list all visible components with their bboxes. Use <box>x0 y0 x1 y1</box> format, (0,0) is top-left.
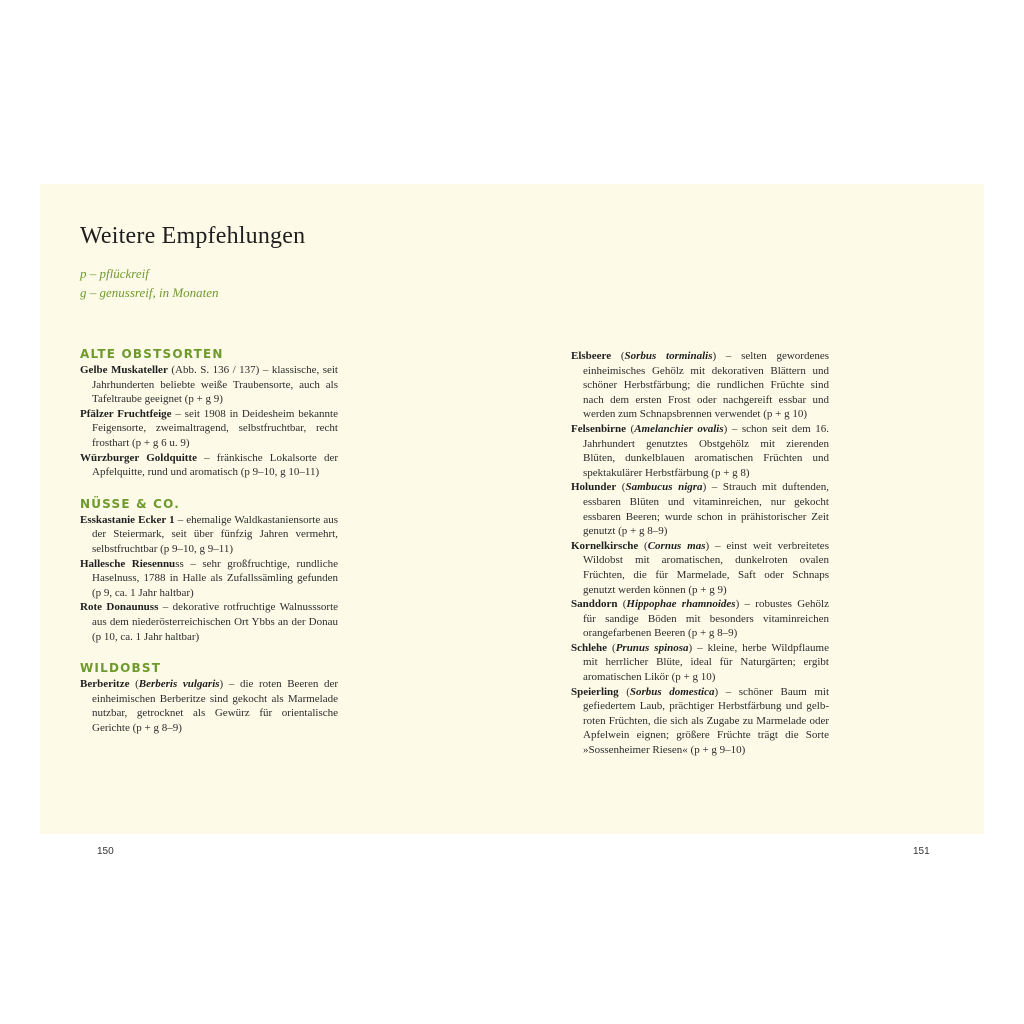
entry-name: Holunder <box>571 481 617 494</box>
section-heading: NÜSSE & CO. <box>80 496 181 511</box>
entry-latin-name: Sorbus domestica <box>629 685 715 698</box>
entry-latin-name: Sorbus torminalis <box>624 350 713 362</box>
entry: Berberitze (Berberis vulgaris) – die roten Beeren der einheimischen Berberitze sind gekocht als Marmelade nutzbar, getrocknet als Gewürz für orientalische Gerichte (p + g 8–9) <box>80 678 338 734</box>
entry-latin-name: Hippophae rhamnoides <box>626 598 736 611</box>
entry-name: Würzburger Goldquitte <box>80 451 197 464</box>
entry-name: Berberitze <box>80 678 130 691</box>
entry-text: – fränkische Lokalsorte der Apfelquitte, rund und aromatisch (p 9–10, g 10–11) <box>92 451 339 479</box>
entry-text: – robustes Gehölz für sandige Böden mit besonders vitaminreichen orangefarbenen Beeren (p + g 8–9) <box>583 598 829 640</box>
page-title: Weitere Empfehlungen <box>80 223 306 249</box>
entry-text: – die roten Beeren der einheimischen Berberitze sind gekocht als Marmelade nutzbar, getrocknet als Gewürz für orientalische Gerichte (p + g 8–9) <box>92 678 338 734</box>
entry-name: Rote Donaunuss <box>80 601 159 614</box>
entry-text: ss – sehr großfruchtige, rundliche Haselnuss, 1788 in Halle als Zufallssämling gefunden (p 9, ca. 1 Jahr haltbar) <box>92 557 338 599</box>
section-wildobst <box>80 661 338 735</box>
entry <box>80 451 338 480</box>
legend <box>80 265 219 302</box>
page-number-right: 151 <box>913 846 930 857</box>
page-number-left: 150 <box>97 846 114 857</box>
entry: Speierling (Sorbus domestica) – schöner Baum mit gefiedertem Laub, prächtiger Herbstfärbung und gelb-roten Früchten, die sich als Zugabe zu Marmelade oder Apfelwein eignen; größere Früchte trägt die Sorte »Sossenheimer Riesen« (p + g 9–10) <box>571 685 830 757</box>
entry <box>80 407 338 451</box>
entry: Elsbeere (Sorbus torminalis) – selten gewordenes einheimisches Gehölz mit dekorativen Blättern und schöner Herbstfärbung; die rundlichen Früchte sind nach dem ersten Frost oder nachgereift essbar und werden zum Schnapsbrennen verwendet (p + g 10) <box>571 350 830 421</box>
entry: Holunder (Sambucus nigra) – Strauch mit duftenden, essbaren Blüten und vitaminreichen, nur gekocht essbaren Beeren; wurde schon in prähistorischer Zeit genutzt (p + g 8–9) <box>571 481 829 538</box>
entry-text: – ehemalige Waldkastaniensorte aus der Steiermark, seit über fünfzig Jahren vermehrt, selbstfruchtbar (p 9–10, g 9–11) <box>92 513 338 555</box>
section-nuesse <box>80 497 338 644</box>
entry-name: Elsbeere <box>571 350 612 362</box>
entry-name: Pfälzer Fruchtfeige <box>80 407 172 420</box>
entry-latin-name: Berberis vulgaris <box>138 678 220 691</box>
legend-line-g: g – genussreif, in Monaten <box>80 284 219 300</box>
entry-text: – einst weit verbreitetes Wildobst mit aromatischen, dunkelroten ovalen Früchten, die für Marmelade, Saft oder Schnaps genutzt werden können (p + g 9) <box>583 539 829 596</box>
entry: Sanddorn (Hippophae rhamnoides) – robustes Gehölz für sandige Böden mit besonders vitaminreichen orangefarbenen Beeren (p + g 8–9) <box>571 598 829 640</box>
legend-line-p: p – pflückreif <box>80 266 149 281</box>
entry-latin-name: Prunus spinosa <box>615 641 689 654</box>
entry-name: Felsenbirne <box>571 422 626 435</box>
entry <box>80 363 338 407</box>
entry-text: – selten gewordenes einheimisches Gehölz mit dekorativen Blättern und schöner Herbstfärbung; die rundlichen Früchte sind nach dem ersten Frost oder nachgereift essbar und werden zum Schnapsbrennen verwendet (p + g 10) <box>583 350 830 421</box>
entry-name: Kornelkirsche <box>571 539 639 552</box>
entry-text: – schon seit dem 16. Jahrhundert genutztes Obstgehölz mit zierenden Blüten, dunkelblauen aromatischen Früchten und spektakulärer Herbstfärbung (p + g 8) <box>583 422 829 479</box>
section-alte-obstsorten <box>80 347 338 480</box>
entry-name: Schlehe <box>571 641 608 654</box>
entry: Schlehe (Prunus spinosa) – kleine, herbe Wildpflaume mit herrlicher Blüte, ideal für Naturgärten; ergibt aromatischen Likör (p + g 10) <box>571 641 829 684</box>
entry-latin-name: Cornus mas <box>647 539 706 552</box>
entry-name: Hallesche Riesennu <box>80 557 176 570</box>
entry: Felsenbirne (Amelanchier ovalis) – schon seit dem 16. Jahrhundert genutztes Obstgehölz mit zierenden Blüten, dunkelblauen aromatischen Früchten und spektakulärer Herbstfärbung (p + g 8) <box>571 422 829 479</box>
entry: Kornelkirsche (Cornus mas) – einst weit verbreitetes Wildobst mit aromatischen, dunkelroten ovalen Früchten, die für Marmelade, Saft oder Schnaps genutzt werden können (p + g 9) <box>571 539 829 596</box>
entry-latin-name: Amelanchier ovalis <box>634 422 724 435</box>
entry-text: – seit 1908 in Deidesheim bekannte Feigensorte, zweimaltragend, selbstfruchtbar, recht frosthart (p + g 6 u. 9) <box>92 407 338 449</box>
entry <box>80 557 338 601</box>
entry <box>80 600 338 644</box>
entry-name: Speierling <box>571 685 619 698</box>
section-heading: WILDOBST <box>80 661 162 676</box>
right-column <box>571 349 829 758</box>
entry-text: (Abb. S. 136 / 137) – klassische, seit Jahrhunderten beliebte weiße Traubensorte, auch als Tafeltraube geeignet (p + g 9) <box>92 364 338 406</box>
entry-text: – kleine, herbe Wildpflaume mit herrlicher Blüte, ideal für Naturgärten; ergibt aromatischen Likör (p + g 10) <box>583 641 829 684</box>
entry-name: Gelbe Muskateller <box>80 364 168 376</box>
section-heading: ALTE OBSTSORTEN <box>80 347 224 361</box>
entry-text: – dekorative rotfruchtige Walnusssorte aus dem niederösterreichischen Ort Ybbs an der Donau (p 10, ca. 1 Jahr haltbar) <box>92 601 339 643</box>
left-column <box>80 347 338 752</box>
entry-name: Esskastanie Ecker 1 <box>80 513 175 526</box>
entry-text: – Strauch mit duftenden, essbaren Blüten und vitaminreichen, nur gekocht essbaren Beeren; wurde schon in prähistorischer Zeit genutzt (p + g 8–9) <box>583 481 829 538</box>
entry-name: Sanddorn <box>571 598 618 611</box>
entry <box>80 513 338 557</box>
entry-text: – schöner Baum mit gefiedertem Laub, prächtiger Herbstfärbung und gelb-roten Früchten, die sich als Zugabe zu Marmelade oder Apfelwein eignen; größere Früchte trägt die Sorte »Sossenheimer Riesen« (p + g 9–10) <box>583 685 830 757</box>
entry-latin-name: Sambucus nigra <box>625 481 703 494</box>
